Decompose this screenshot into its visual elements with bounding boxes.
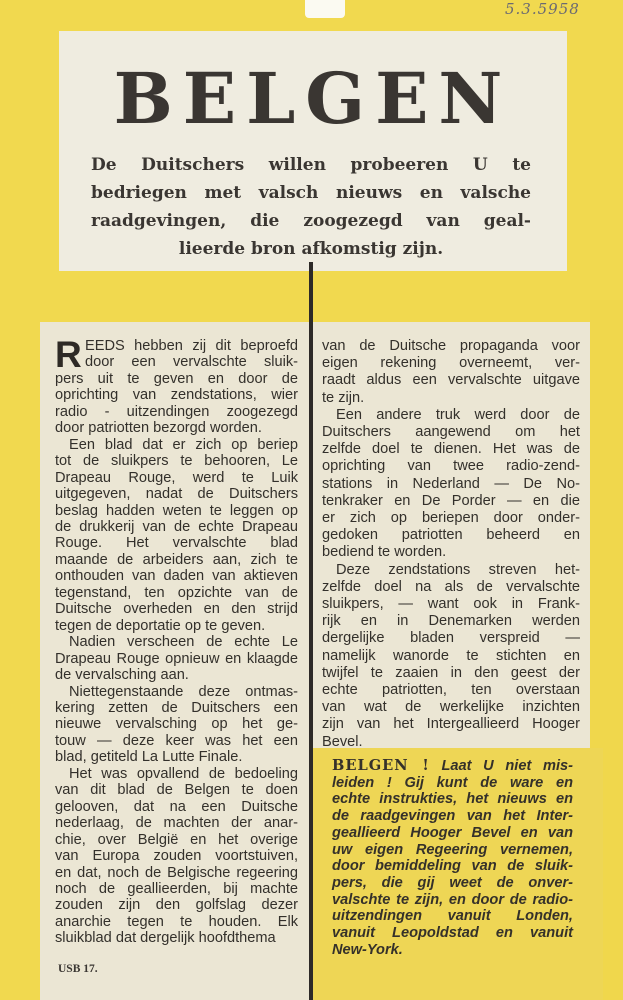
callout-text — [332, 758, 573, 958]
paper-tab — [305, 0, 345, 18]
text-line: de vervalsching aan. — [55, 667, 189, 684]
text-line: Deze zendstations streven het- — [336, 561, 580, 578]
text-line: Niettegenstaande deze ontmas- — [69, 683, 298, 700]
text-line: namelijk wanorde te stichten en — [322, 647, 580, 664]
callout-line: pers, die gij weet de onver- — [332, 874, 573, 891]
paragraph — [322, 562, 580, 751]
paragraph — [55, 684, 298, 766]
paragraph — [322, 338, 580, 407]
text-line: oprichting van zendstations, wier — [55, 387, 298, 404]
text-line: de drukkerij van de echte Drapeau — [55, 518, 298, 535]
callout-lead: BELGEN ! — [332, 757, 430, 774]
text-line: onthouden van daden van aktieven — [55, 568, 298, 585]
paragraph — [55, 634, 298, 683]
text-line: nieuwe vervalsching op het ge- — [55, 716, 298, 733]
callout-line: valschte te zijn, en door de radio- — [332, 891, 573, 908]
text-line: door patriotten bezorgd worden. — [55, 420, 262, 437]
drop-cap: R — [55, 338, 82, 371]
text-line: EEDS hebben zij dit beproefd — [85, 338, 298, 354]
paragraph — [55, 766, 298, 947]
text-line: tegen de deportatie op te geven. — [55, 617, 266, 634]
text-line: radio - uitzendingen zoogezegd — [55, 403, 298, 420]
text-line: tot de sluikpers te behooren, Le — [55, 453, 298, 470]
text-line: Een andere truk werd door de — [336, 406, 580, 423]
text-line: en dat, noch de Belgische regeering — [55, 864, 298, 881]
text-line: te zijn. — [322, 389, 365, 406]
text-line: Een blad dat er zich op beriep — [69, 436, 298, 453]
paragraph — [55, 437, 298, 634]
paragraph — [322, 407, 580, 562]
text-line: Rouge. Het vervalschte blad — [55, 535, 298, 552]
text-line: Het was opvallend de bedoeling — [69, 765, 298, 782]
text-line: tegenstand, ten opzichte van de — [55, 584, 298, 601]
text-line: rijk en in Denemarken werden — [322, 613, 580, 630]
text-line: zelfde doel na als de vervalschte — [322, 578, 580, 595]
callout-line: leiden ! Gij kunt de ware en — [332, 774, 573, 791]
text-line: Bevel. — [322, 733, 363, 750]
text-line: raadt aldus een vervalschte uitgave — [322, 372, 580, 389]
callout-line: vanuit Leopoldstad en vanuit — [332, 925, 573, 942]
text-line: kering zetten de Duitschers een — [55, 699, 298, 716]
text-line: Drapeau Rouge opnieuw en klaagde — [55, 650, 298, 667]
text-line: zijn van het Intergeallieerd Hooger — [322, 716, 580, 733]
subtitle-line: bedriegen met valsch nieuws en valsche — [91, 183, 531, 203]
callout-line — [332, 758, 573, 775]
text-line: twijfel te zaaien in den geest der — [322, 664, 580, 681]
subtitle-line: lieerde bron afkomstig zijn. — [178, 239, 444, 259]
text-line: van wat de werkelijke inzichten — [322, 699, 580, 716]
text-line: Nadien verscheen de echte Le — [69, 634, 298, 651]
callout-line: uitzendingen vanuit Londen, — [332, 908, 573, 925]
callout-line: door bemiddeling van de sluik- — [332, 858, 573, 875]
text-line: Duitsche overheden en den strijd — [55, 601, 298, 618]
text-line: dergelijke bladen verspreid — — [322, 630, 580, 647]
text-line: sluikblad dat dergelijk hoofdthema — [55, 930, 276, 947]
text-line: nederlaag, de machten der anar- — [55, 815, 298, 832]
text-line: zouden zijn den golfslag dezer — [55, 897, 298, 914]
text-line: chie, over België en het overige — [55, 831, 298, 848]
page-title: BELGEN — [113, 57, 513, 140]
text-line: Drapeau Rouge, werd te Luik — [55, 469, 298, 486]
text-line: door een vervalschte sluik- — [85, 354, 298, 371]
text-line: noch de geallieerden, bij machte — [55, 880, 298, 897]
subtitle — [91, 151, 531, 263]
subtitle-line: raadgevingen, die zoogezegd van geal- — [91, 211, 531, 231]
text-line: gedoken patriotten beheerd en — [322, 527, 580, 544]
text-line: van de Duitsche propaganda voor — [322, 338, 580, 354]
subtitle-line: De Duitschers willen probeeren U te — [91, 155, 531, 175]
text-line: maande de arbeiders aan, zich te — [55, 551, 298, 568]
text-line: tenkraker en De Porder — en die — [322, 492, 580, 509]
text-line: touw — deze keer was het een — [55, 732, 298, 749]
text-line: uitgegeven, nadat de Duitschers — [55, 486, 298, 503]
callout-line: echte instrukties, het nieuws en — [332, 791, 573, 808]
text-line: van dit blad de Belgen te doen — [55, 782, 298, 799]
text-line: blad, getiteld La Lutte Finale. — [55, 749, 243, 766]
text-line: anarchie tegen te houden. Elk — [55, 913, 298, 930]
text-line: sluikpers, — want ook in Frank- — [322, 596, 580, 613]
header-box — [59, 31, 567, 271]
callout-line: de raadgevingen van het Inter- — [332, 808, 573, 825]
text-line: bediend te worden. — [322, 544, 447, 561]
text-line: stations in Nederland — De No- — [322, 475, 580, 492]
text-line: oprichting van twee radio-zend- — [322, 458, 580, 475]
text-line: er zich op beriepen door onder- — [322, 510, 580, 527]
handwritten-number: 5.3.5958 — [505, 0, 580, 18]
callout-line: geallieerd Hooger Bevel en van — [332, 824, 573, 841]
right-column — [322, 338, 580, 751]
text-line: pers uit te geven en door de — [55, 370, 298, 387]
text-line: echte patriotten, ten overstaan — [322, 682, 580, 699]
callout-line: uw eigen Regeering vernemen, — [332, 841, 573, 858]
callout-line-rest: Laat U niet mis- — [441, 758, 573, 774]
left-column — [55, 338, 298, 947]
text-line: zelfde doel te dienen. Het was de — [322, 441, 580, 458]
text-line: beslag hadden weten te leggen op — [55, 502, 298, 519]
text-line: gelooven, dat na een Duitsche — [55, 798, 298, 815]
column-divider — [309, 262, 313, 1000]
text-line: van Europa zouden voortstuiven, — [55, 848, 298, 865]
text-line: Duitschers aangewend om het — [322, 424, 580, 441]
footer-code: USB 17. — [58, 963, 98, 975]
text-line: eigen rekening overneemt, ver- — [322, 355, 580, 372]
paragraph — [55, 338, 298, 437]
callout-line: New-York. — [332, 941, 403, 958]
